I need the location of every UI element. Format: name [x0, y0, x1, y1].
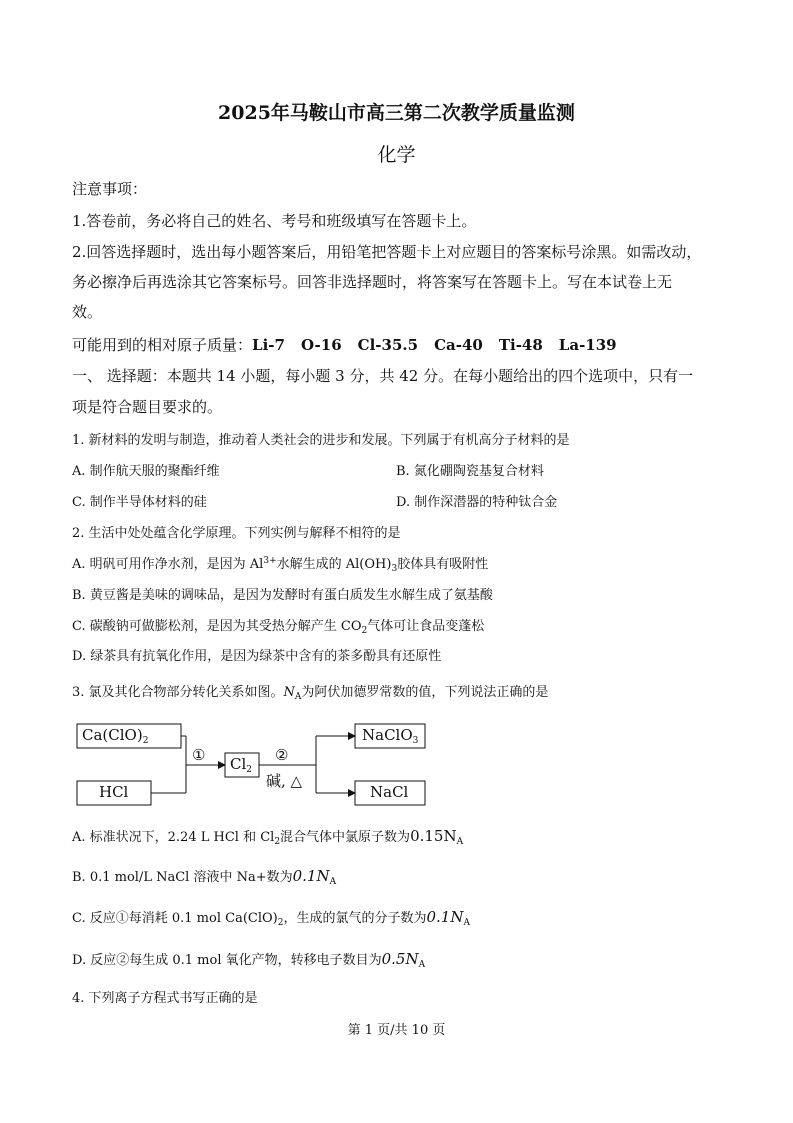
q2-c-sub: 2	[361, 626, 368, 636]
q1-option-c: C. 制作半导体材料的硅	[72, 495, 207, 510]
q2-a-post: 水解生成的 Al(OH)	[276, 557, 392, 572]
atomic-mass-ti: Ti-48	[498, 336, 543, 354]
atomic-mass-ca: Ca-40	[434, 336, 483, 354]
q3-d-value: 0.5N	[381, 950, 419, 968]
q3-a-sub: 2	[274, 837, 281, 847]
q2-option-d: D. 绿茶具有抗氧化作用，是因为绿茶中含有的茶多酚具有还原性	[72, 649, 442, 664]
section-1-line-1: 一、 选择题：本题共 14 小题，每小题 3 分，共 42 分。在每小题给出的四个选项中，只有一	[72, 367, 694, 385]
exam-title: 2025年马鞍山市高三第二次教学质量监测	[218, 102, 575, 124]
atomic-mass-la: La-139	[558, 336, 617, 354]
step-1-label: ①	[192, 746, 206, 764]
q2-a-pre: A. 明矾可用作净水剂，是因为 Al	[72, 557, 264, 572]
atomic-mass-o: O-16	[300, 336, 342, 354]
q3-stem-pre: 3. 氯及其化合物部分转化关系如图。	[72, 685, 284, 700]
notice-heading: 注意事项：	[72, 180, 148, 198]
notice-item-2-line-1: 2.回答选择题时，选出每小题答案后，用铅笔把答题卡上对应题目的答案标号涂黑。如需改动，	[72, 243, 702, 261]
q1-option-b: B. 氮化硼陶瓷基复合材料	[396, 464, 544, 479]
condition-label: 碱, △	[266, 772, 303, 790]
notice-item-1-text: 1.答卷前，务必将自己的姓名、考号和班级填写在答题卡上。	[72, 212, 477, 230]
q3-c-pre: C. 反应①每消耗 0.1 mol Ca(ClO)	[72, 911, 278, 926]
q2-option-b: B. 黄豆酱是美味的调味品，是因为发酵时有蛋白质发生水解生成了氨基酸	[72, 588, 493, 603]
q3-d-pre: D. 反应②每生成 0.1 mol 氧化产物，转移电子数目为	[72, 953, 382, 968]
q3-d-value-sub: A	[418, 960, 426, 970]
section-1-line-2: 项是符合题目要求的。	[72, 398, 223, 416]
q3-c-sub: 2	[277, 918, 284, 928]
q3-c-post: ，生成的氯气的分子数为	[283, 911, 427, 926]
q3-option-a	[72, 826, 463, 847]
atomic-mass-li: Li-7	[252, 336, 285, 354]
q3-b-value: 0.1N	[292, 867, 330, 885]
box-nacl: NaCl	[370, 783, 409, 801]
atomic-mass-line	[72, 334, 633, 355]
q1-option-a: A. 制作航天服的聚酯纤维	[72, 464, 220, 479]
q3-na-sub: A	[294, 692, 302, 702]
notice-item-1	[72, 210, 476, 231]
box-cl2: $Cl_2$	[230, 755, 253, 775]
q3-stem	[72, 681, 548, 702]
q2-a-end: 胶体具有吸附性	[397, 557, 489, 572]
q3-option-d	[72, 949, 425, 970]
q1-option-d: D. 制作深潜器的特种钛合金	[396, 495, 558, 510]
q2-a-sup: 3+	[263, 556, 277, 566]
q3-na-symbol: N	[283, 685, 295, 700]
chlorine-conversion-diagram	[72, 718, 432, 810]
q2-option-c	[72, 615, 484, 636]
notice-item-2-line-3: 效。	[72, 303, 103, 321]
box-naclo3: NaClO$_3$	[362, 726, 419, 746]
q3-option-c	[72, 907, 470, 928]
q3-a-value: 0.15N	[410, 827, 457, 845]
q3-stem-post: 为阿伏加德罗常数的值，下列说法正确的是	[301, 685, 549, 700]
q3-c-value-sub: A	[463, 918, 470, 928]
q3-a-value-sub: A	[456, 837, 464, 847]
q3-a-post: 混合气体中氯原子数为	[280, 830, 411, 845]
q2-stem: 2. 生活中处处蕴含化学原理。下列实例与解释不相符的是	[72, 526, 401, 541]
q4-stem: 4. 下列离子方程式书写正确的是	[72, 991, 258, 1006]
q2-c-pre: C. 碳酸钠可做膨松剂，是因为其受热分解产生 CO	[72, 619, 362, 634]
page-number: 第 1 页/共 10 页	[347, 1023, 446, 1038]
atomic-mass-label: 可能用到的相对原子质量：	[72, 336, 253, 354]
q3-a-pre: A. 标准状况下，2.24 L HCl 和 Cl	[72, 830, 275, 845]
q3-b-pre: B. 0.1 mol/L NaCl 溶液中 Na+数为	[72, 870, 293, 885]
q3-option-b	[72, 866, 336, 887]
q2-c-post: 气体可让食品变蓬松	[367, 619, 485, 634]
q3-c-value: 0.1N	[426, 908, 464, 926]
q1-stem: 1. 新材料的发明与制造，推动着人类社会的进步和发展。下列属于有机高分子材料的是	[72, 433, 570, 448]
q3-b-value-sub: A	[329, 877, 337, 887]
subject-title: 化学	[377, 144, 416, 166]
notice-item-2-line-2: 务必擦净后再选涂其它答案标号。回答非选择题时，将答案写在答题卡上。写在本试卷上无	[72, 273, 673, 291]
atomic-mass-cl: Cl-35.5	[357, 336, 419, 354]
box-caclo2: $Ca(ClO)_2$	[82, 726, 149, 746]
step-2-label: ②	[275, 746, 289, 764]
q2-a-sub: 3	[391, 564, 398, 574]
box-hcl: HCl	[99, 783, 129, 801]
q2-option-a	[72, 553, 488, 574]
